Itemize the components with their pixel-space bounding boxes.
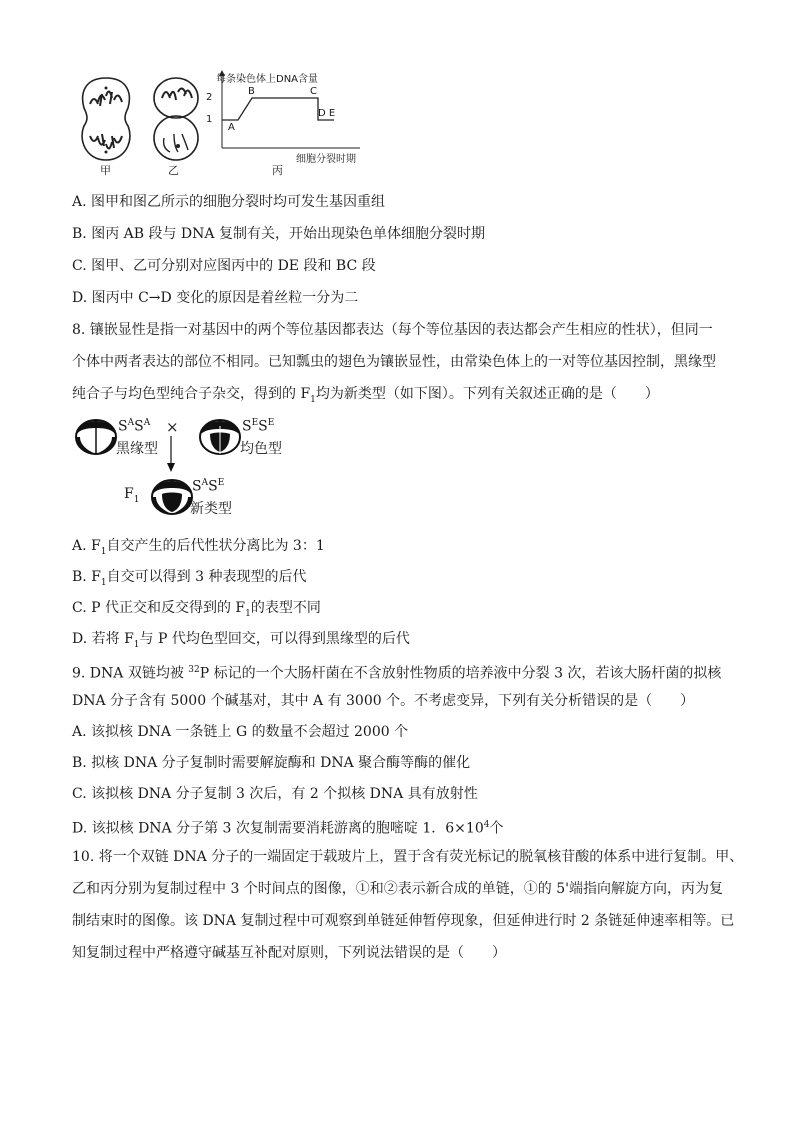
q7-option-b: B. 图丙 AB 段与 DNA 复制有关，开始出现染色单体细胞分裂时期 — [72, 226, 485, 242]
q8-option-b: B. $F_1$自交可以得到 3 种表现型的后代 — [72, 569, 307, 588]
cross-symbol: × — [166, 418, 179, 436]
graph-point-de: D E — [318, 108, 336, 119]
graph-point-b: B — [248, 86, 255, 97]
graph-point-c: C — [310, 86, 317, 97]
f1-phenotype: 新类型 — [190, 501, 232, 517]
q8-option-c: C. P 代正交和反交得到的 $F_1$的表型不同 — [72, 600, 321, 619]
p1-genotype: $S^AS^A$ — [118, 418, 151, 435]
figure-cell-division — [72, 66, 372, 178]
q9-option-d: D. 该拟核 DNA 分子第 3 次复制需要消耗游离的胞嘧啶 1．$6\times 10^4$个 — [72, 820, 504, 837]
q8-stem-line3-a: 纯合子与均色型纯合子杂交，得到的 F — [72, 386, 311, 402]
ladybird-uniform-icon — [198, 418, 242, 456]
caption-yi: 乙 — [168, 164, 179, 177]
q9-stem-line1: 9. DNA 双链均被 $^{32}$P 标记的一个大肠杆菌在不含放射性物质的培养液中分裂 3 次，若该大肠杆菌的拟核 — [72, 665, 722, 682]
q9-option-a: A. 该拟核 DNA 一条链上 G 的数量不会超过 2000 个 — [72, 724, 409, 740]
p2-genotype: $S^ES^E$ — [242, 418, 275, 435]
q7-option-a: A. 图甲和图乙所示的细胞分裂时均可发生基因重组 — [72, 194, 386, 210]
q7-option-d: D. 图丙中 C→D 变化的原因是着丝粒一分为二 — [72, 290, 359, 306]
q9-option-b: B. 拟核 DNA 分子复制时需要解旋酶和 DNA 聚合酶等酶的催化 — [72, 755, 471, 771]
q8-stem-line1: 8. 镶嵌显性是指一对基因中的两个等位基因都表达（每个等位基因的表达都会产生相应的性状），但同一 — [72, 322, 713, 338]
q9-stem-line2: DNA 分子含有 5000 个碱基对，其中 A 有 3000 个。不考虑变异，下列有关分析错误的是（ ） — [72, 693, 695, 709]
figure-ladybird-cross — [72, 412, 312, 524]
q8-option-d: D. 若将 $F_1$与 P 代均色型回交，可以得到黑缘型的后代 — [72, 631, 410, 650]
q8-stem-f1-sub: 1 — [310, 394, 316, 405]
q7-option-c: C. 图甲、乙可分别对应图丙中的 DE 段和 BC 段 — [72, 258, 376, 274]
p1-phenotype: 黑缘型 — [116, 441, 158, 457]
graph-ytick-1: 1 — [206, 114, 213, 125]
graph-ylabel: 每条染色体上DNA含量 — [216, 74, 319, 85]
cell-jia-diagram — [76, 74, 136, 164]
q10-stem-line1: 10. 将一个双链 DNA 分子的一端固定于载玻片上，置于含有荧光标记的脱氧核苷酸的体系中进行复制。甲、 — [72, 849, 744, 865]
caption-bing: 丙 — [272, 164, 283, 177]
caption-jia: 甲 — [100, 164, 111, 177]
q10-stem-line4: 知复制过程中严格遵守碱基互补配对原则，下列说法错误的是（ ） — [72, 945, 506, 961]
ladybird-black-edge-icon — [74, 418, 118, 456]
cross-arrow — [166, 436, 176, 472]
f1-label: $F_1$ — [124, 486, 140, 505]
q8-option-a: A. $F_1$自交产生的后代性状分离比为 3：1 — [72, 538, 325, 557]
q8-stem-line3 — [72, 385, 659, 409]
q9-option-c: C. 该拟核 DNA 分子复制 3 次后，有 2 个拟核 DNA 具有放射性 — [72, 786, 478, 802]
q10-stem-line2: 乙和丙分别为复制过程中 3 个时间点的图像，①和②表示新合成的单链，①的 5'端指向解旋方向，丙为复 — [72, 881, 724, 897]
q10-stem-line3: 制结束时的图像。该 DNA 复制过程中可观察到单链延伸暂停现象，但延伸进行时 2 条链延伸速率相等。已 — [72, 913, 735, 929]
graph-xlabel: 细胞分裂时期 — [296, 154, 356, 165]
ladybird-new-type-icon — [150, 478, 194, 516]
graph-point-a: A — [228, 122, 235, 133]
graph-ytick-2: 2 — [206, 92, 213, 103]
q8-stem-line2: 个体中两者表达的部位不相同。已知瓢虫的翅色为镶嵌显性，由常染色体上的一对等位基因控制，黑缘型 — [72, 354, 716, 370]
f1-genotype: $S^AS^E$ — [192, 478, 225, 495]
cell-yi-diagram — [148, 74, 204, 164]
p2-phenotype: 均色型 — [240, 441, 282, 457]
q8-stem-line3-b: 均为新类型（如下图）。下列有关叙述正确的是（ ） — [315, 386, 659, 402]
